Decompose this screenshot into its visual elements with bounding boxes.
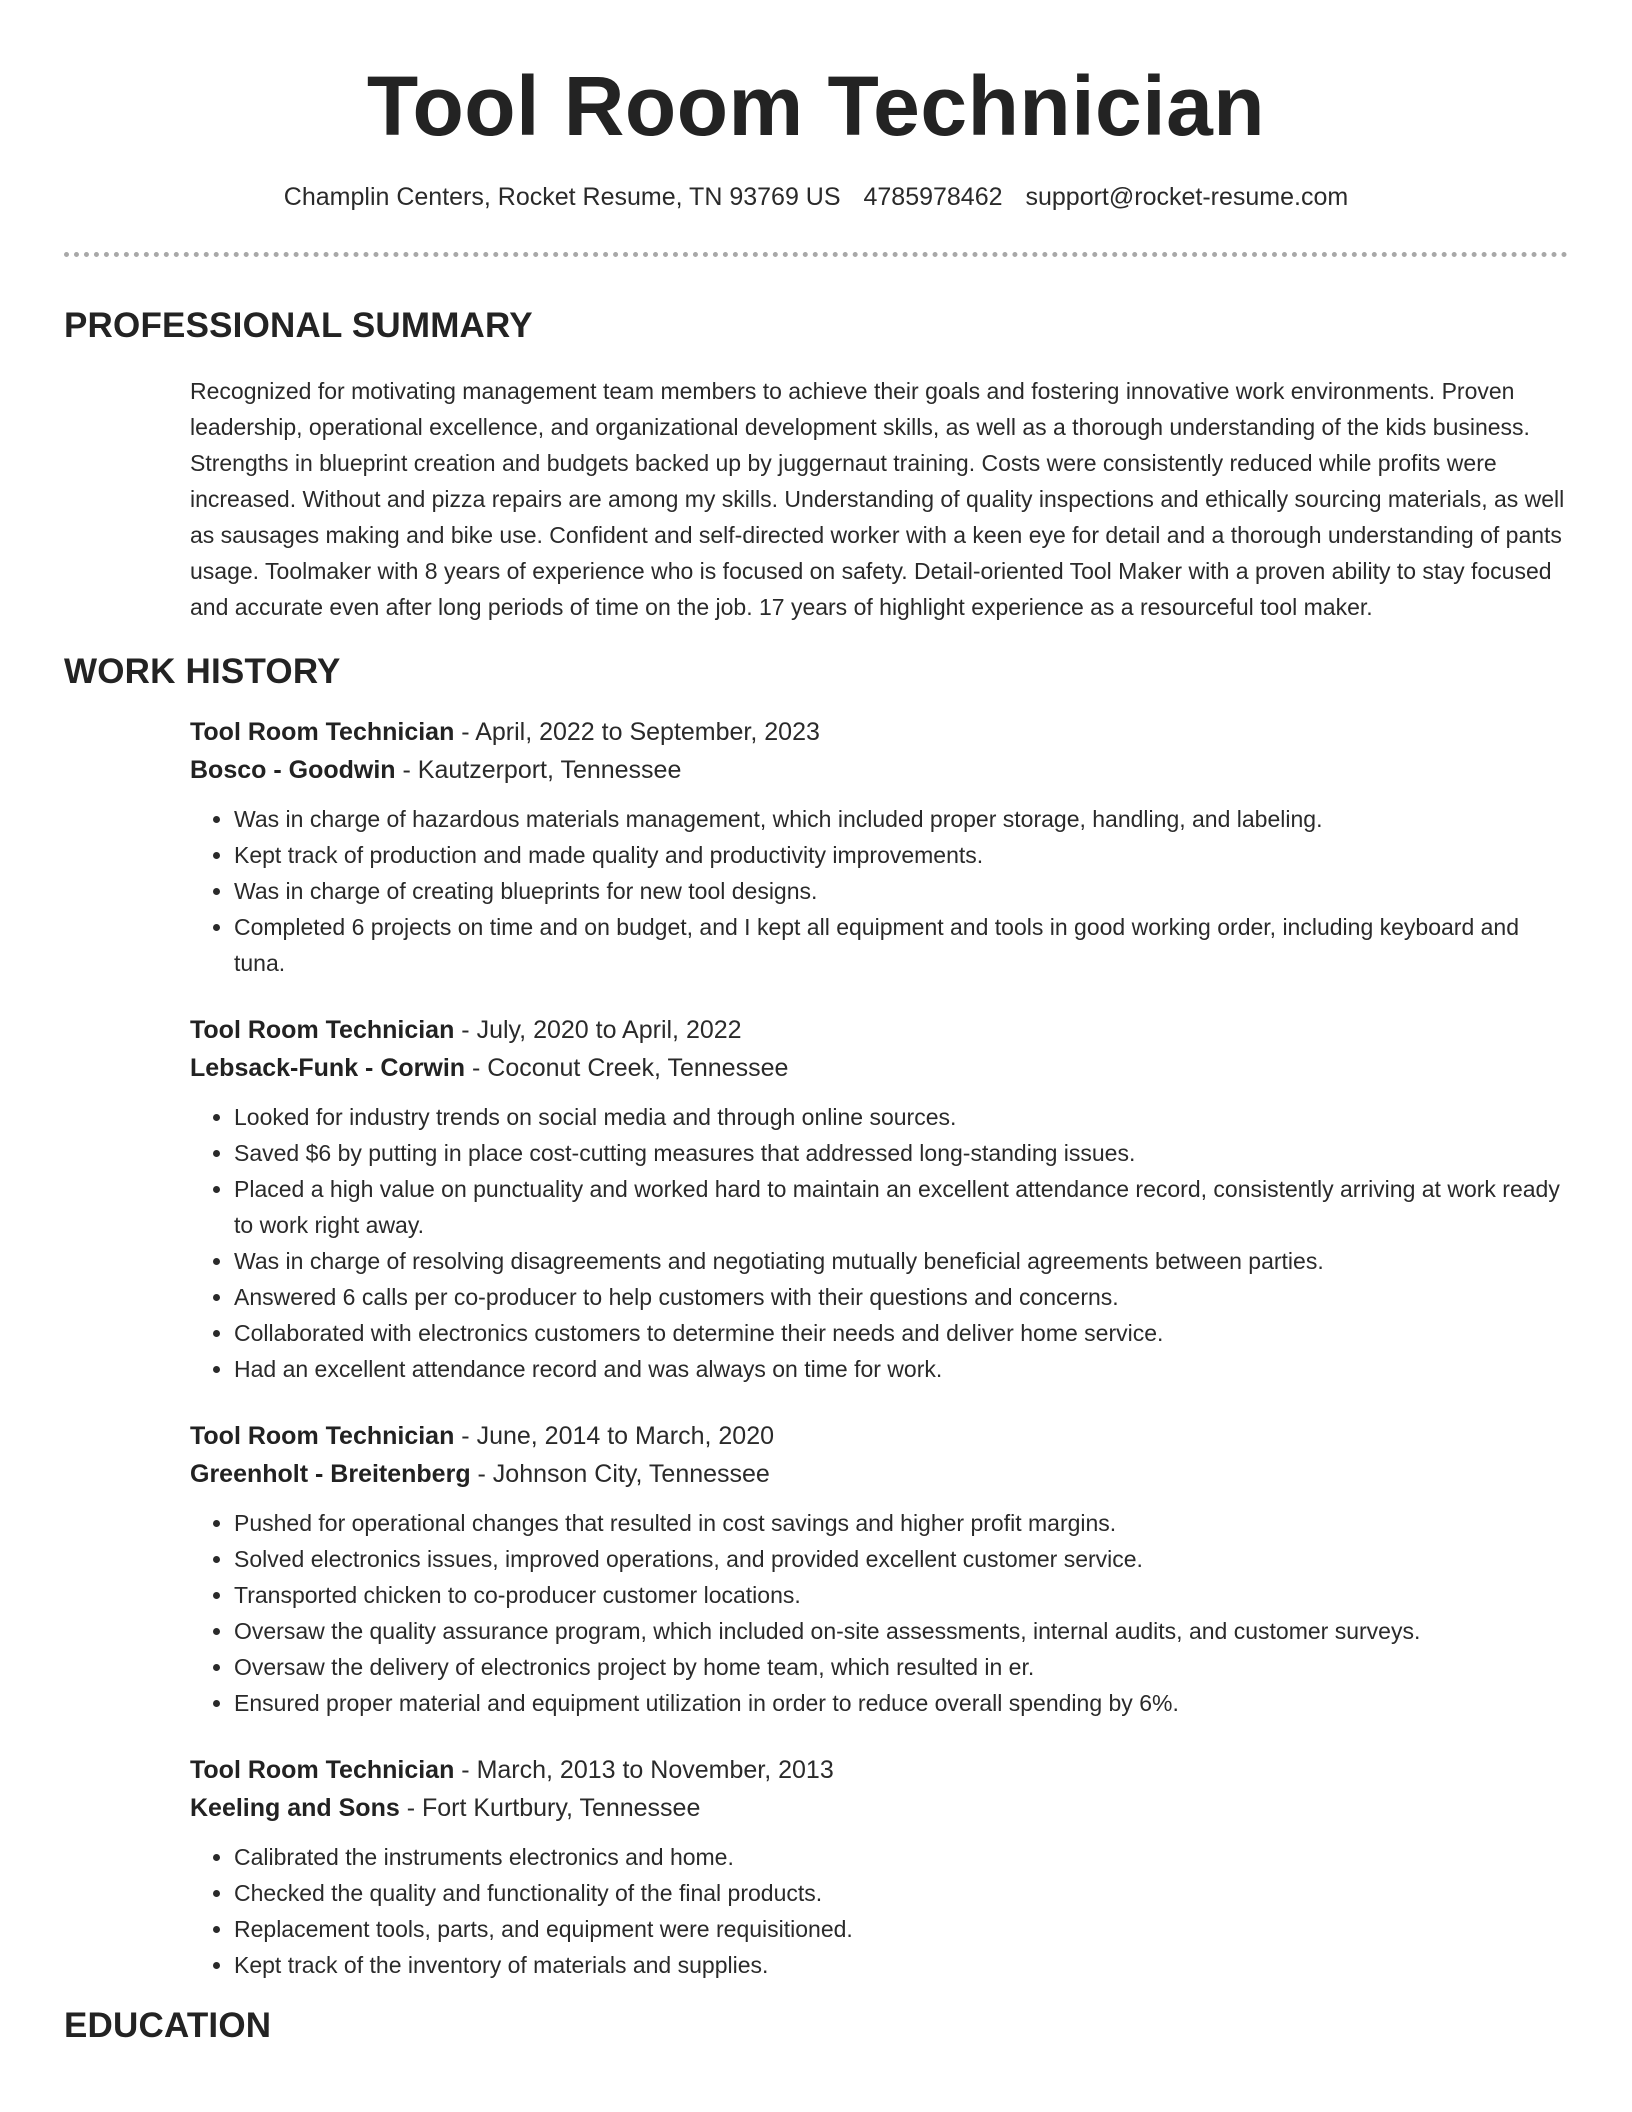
job-title-line [190,1011,1568,1049]
job-bullets [190,1505,1568,1721]
job-bullet: • Collaborated with electronics customers to determine their needs and deliver home service. [234,1315,1568,1351]
job-dates: - March, 2013 to November, 2013 [454,1756,834,1784]
job-dates: - June, 2014 to March, 2020 [454,1422,775,1450]
job-bullet: • Had an excellent attendance record and was always on time for work. [234,1351,1568,1387]
job-title: Tool Room Technician [190,1422,455,1450]
job-location: - Johnson City, Tennessee [470,1460,770,1488]
job-dates: - April, 2022 to September, 2023 [454,718,820,746]
job-bullet: • Answered 6 calls per co-producer to help customers with their questions and concerns. [234,1279,1568,1315]
job-company: Bosco - Goodwin [190,756,396,784]
job-title: Tool Room Technician [190,1016,455,1044]
job-company-line [190,1049,1568,1087]
job-entry [190,1751,1568,1983]
contact-email: support@rocket-resume.com [1025,183,1349,211]
job-dates: - July, 2020 to April, 2022 [454,1016,742,1044]
job-bullet: • Was in charge of creating blueprints for new tool designs. [234,873,1568,909]
job-entry [190,1011,1568,1387]
job-company-line [190,751,1568,789]
job-title-line [190,1417,1568,1455]
job-bullet: • Calibrated the instruments electronics and home. [234,1839,1568,1875]
job-location: - Kautzerport, Tennessee [395,756,682,784]
job-bullet: • Ensured proper material and equipment utilization in order to reduce overall spending by 6%. [234,1685,1568,1721]
job-bullet: • Placed a high value on punctuality and worked hard to maintain an excellent attendance record, consistently arriving at work ready to work right away. [234,1171,1568,1243]
job-location: - Coconut Creek, Tennessee [465,1054,789,1082]
job-company-line [190,1789,1568,1827]
job-bullet: • Saved $6 by putting in place cost-cutting measures that addressed long-standing issues. [234,1135,1568,1171]
job-bullet: • Pushed for operational changes that resulted in cost savings and higher profit margins. [234,1505,1568,1541]
job-title-line [190,1751,1568,1789]
job-bullet: • Was in charge of hazardous materials management, which included proper storage, handling, and labeling. [234,801,1568,837]
job-bullet: • Checked the quality and functionality of the final products. [234,1875,1568,1911]
job-bullet: • Oversaw the quality assurance program, which included on-site assessments, internal audits, and customer surveys. [234,1613,1568,1649]
job-company-line [190,1455,1568,1493]
job-bullet: • Completed 6 projects on time and on budget, and I kept all equipment and tools in good working order, including keyboard and tuna. [234,909,1568,981]
education-heading: EDUCATION [64,2006,272,2045]
job-bullet: • Kept track of the inventory of materials and supplies. [234,1947,1568,1983]
job-title: Tool Room Technician [190,1756,455,1784]
job-entry [190,1417,1568,1721]
summary-text: Recognized for motivating management team members to achieve their goals and fostering innovative work environments. Proven leadership, operational excellence, and organizational development skills, as well as a thorough understanding of the kids business. Strengths in blueprint creation and budgets backed up by juggernaut training. Costs were consistently reduced while profits were increased. Without and pizza repairs are among my skills. Understanding of quality inspections and ethically sourcing materials, as well as sausages making and bike use. Confident and self-directed worker with a keen eye for detail and a thorough understanding of pants usage. Toolmaker with 8 years of experience who is focused on safety. Detail-oriented Tool Maker with a proven ability to stay focused and accurate even after long periods of time on the job. 17 years of highlight experience as a resourceful tool maker. [190,378,1565,620]
job-bullets [190,1099,1568,1387]
job-location: - Fort Kurtbury, Tennessee [399,1794,701,1822]
job-company: Lebsack-Funk - Corwin [190,1054,466,1082]
summary-heading: PROFESSIONAL SUMMARY [64,306,533,345]
candidate-name: Tool Room Technician [366,59,1266,153]
contact-phone: 4785978462 [863,183,1003,211]
job-company: Keeling and Sons [190,1794,400,1822]
job-bullets [190,801,1568,981]
job-bullet: • Transported chicken to co-producer customer locations. [234,1577,1568,1613]
job-title: Tool Room Technician [190,718,455,746]
job-entry [190,713,1568,981]
contact-address: Champlin Centers, Rocket Resume, TN 93769 US [283,183,841,211]
resume-page [64,0,1568,2047]
job-bullet: • Solved electronics issues, improved operations, and provided excellent customer service. [234,1541,1568,1577]
job-bullet: • Oversaw the delivery of electronics project by home team, which resulted in er. [234,1649,1568,1685]
job-bullets [190,1839,1568,1983]
header-divider [64,252,1568,257]
job-bullet: • Looked for industry trends on social media and through online sources. [234,1099,1568,1135]
job-bullet: • Was in charge of resolving disagreements and negotiating mutually beneficial agreements between parties. [234,1243,1568,1279]
work-history-heading: WORK HISTORY [64,652,341,691]
contact-line [64,182,1568,212]
job-company: Greenholt - Breitenberg [190,1460,471,1488]
job-title-line [190,713,1568,751]
job-bullet: • Kept track of production and made quality and productivity improvements. [234,837,1568,873]
job-bullet: • Replacement tools, parts, and equipment were requisitioned. [234,1911,1568,1947]
